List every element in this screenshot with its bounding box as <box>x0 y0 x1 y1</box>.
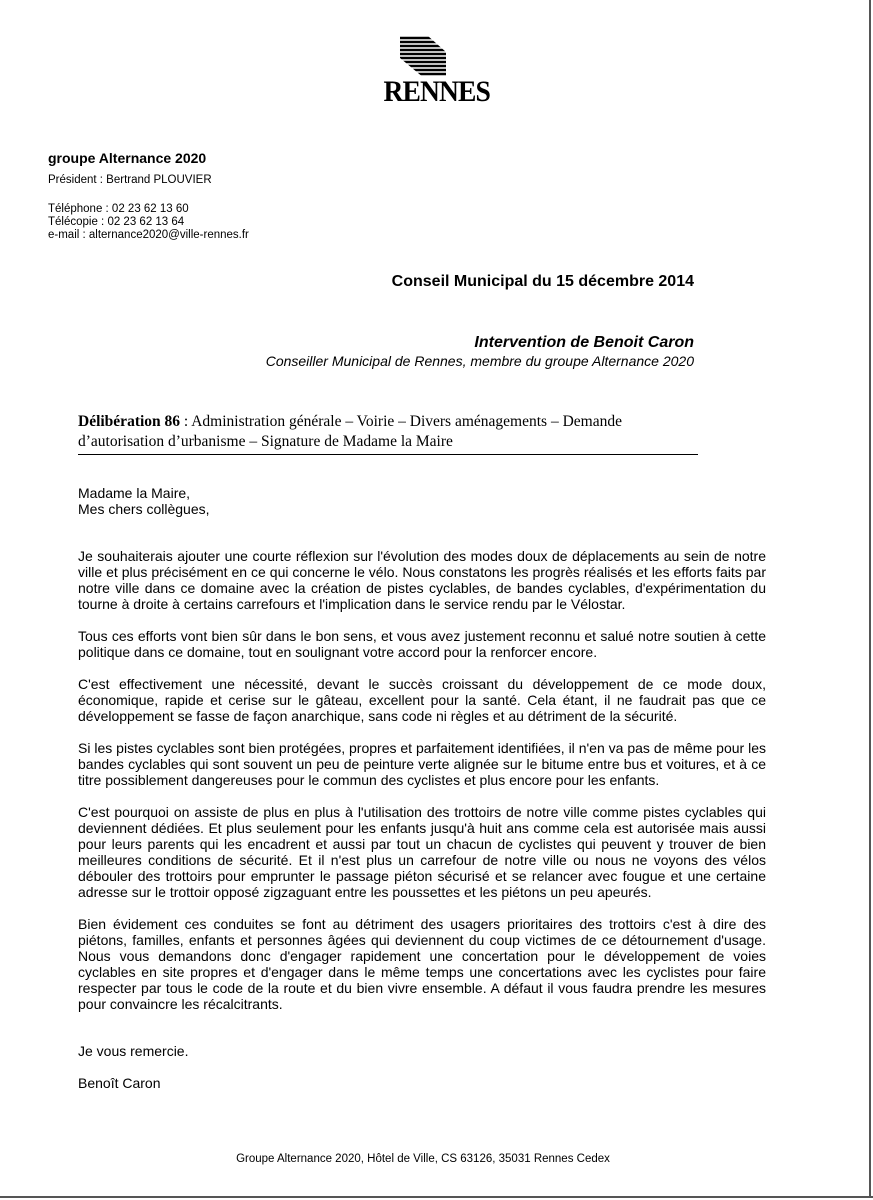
fax-line: Télécopie : 02 23 62 13 64 <box>48 216 185 228</box>
deliberation-label: Délibération 86 <box>78 413 181 430</box>
intervention-subtitle: Conseiller Municipal de Rennes, membre du groupe Alternance 2020 <box>265 353 694 369</box>
page-edge-bottom <box>0 1196 873 1198</box>
page-footer: Groupe Alternance 2020, Hôtel de Ville, CS 63126, 35031 Rennes Cedex <box>236 1153 610 1165</box>
signature: Benoît Caron <box>78 1075 161 1091</box>
email-line: e-mail : alternance2020@ville-rennes.fr <box>48 229 249 241</box>
deliberation-heading <box>78 412 698 455</box>
closing-line: Je vous remercie. <box>78 1043 189 1059</box>
deliberation-text: : Administration générale – Voirie – Divers aménagements – Demande d’autorisation d’urbanisme – Signature de Madame la Maire <box>78 413 622 450</box>
paragraph-5: C'est pourquoi on assiste de plus en plus à l'utilisation des trottoirs de notre ville comme pistes cyclables qui deviennent dédiées. Et plus seulement pour les enfants jusqu'à huit ans comme cela est autorisée mais aussi pour leurs parents qui les encadrent et aussi par tout un chacun de cyclistes qui peuvent y trouver de bien meilleures conditions de sécurité. Et il n'est plus un carrefour de notre ville ou nous ne voyons des vélos débouler des trottoirs pour emprunter le passage piéton sécurisé et se relancer avec fougue et une certaine adresse sur le trottoir opposé zigzaguant entre les poussettes et les piétons un peu apeurés. <box>78 804 766 900</box>
paragraph-4: Si les pistes cyclables sont bien protégées, propres et parfaitement identifiées, il n'en va pas de même pour les bandes cyclables qui sont souvent un peu de peinture verte alignée sur le bitume entre bus et voitures, et à ce titre possiblement dangereuses pour le commun des cyclistes et plus encore pour les enfants. <box>78 740 766 788</box>
salutation-line-2: Mes chers collègues, <box>78 501 210 517</box>
contact-info <box>48 203 249 242</box>
page-edge-right <box>869 0 871 1196</box>
paragraph-1: Je souhaiterais ajouter une courte réflexion sur l'évolution des modes doux de déplacements au sein de notre ville et plus précisément en ce qui concerne le vélo. Nous constatons les progrès réalisés et les efforts faits par notre ville dans ce domaine avec la création de pistes cyclables, de bandes cyclables, d'expérimentation du tourne à droite à certains carrefours et l'implication dans le service rendu par le Vélostar. <box>78 548 766 612</box>
paragraph-3: C'est effectivement une nécessité, devant le succès croissant du développement de ce mode doux, économique, rapide et cerise sur le gâteau, excellent pour la santé. Cela étant, il ne faudrait pas que ce développement se fasse de façon anarchique, sans code ni règles et au détriment de la sécurité. <box>78 676 766 724</box>
salutation-line-1: Madame la Maire, <box>78 485 191 501</box>
sender-block <box>48 150 249 242</box>
phone-line: Téléphone : 02 23 62 13 60 <box>48 203 189 215</box>
letter-body <box>78 485 766 1091</box>
paragraph-2: Tous ces efforts vont bien sûr dans le bon sens, et vous avez justement reconnu et salué notre soutien à cette politique dans ce domaine, tout en soulignant votre accord pour la renforcer encore. <box>78 628 766 660</box>
logo-wordmark: RENNES <box>383 75 490 108</box>
intervention-title: Intervention de Benoit Caron <box>474 334 694 351</box>
group-name: groupe Alternance 2020 <box>48 150 207 166</box>
meeting-title: Conseil Municipal du 15 décembre 2014 <box>391 273 694 290</box>
president-line: Président : Bertrand PLOUVIER <box>48 174 212 186</box>
paragraph-6: Bien évidement ces conduites se font au détriment des usagers prioritaires des trottoirs c'est à dire des piétons, familles, enfants et personnes âgées qui deviennent du coup victimes de ce détournement d'usage. Nous vous demandons donc d'engager rapidement une concertation pour le développement de voies cyclables en site propres et d'engager dans le même temps une concertations avec les cyclistes pour faire respecter par tous le code de la route et du bien vivre ensemble. A défaut il vous faudra prendre les mesures pour convaincre les récalcitrants. <box>78 916 766 1012</box>
rennes-logo <box>380 36 490 110</box>
rennes-logo-icon <box>380 36 466 78</box>
